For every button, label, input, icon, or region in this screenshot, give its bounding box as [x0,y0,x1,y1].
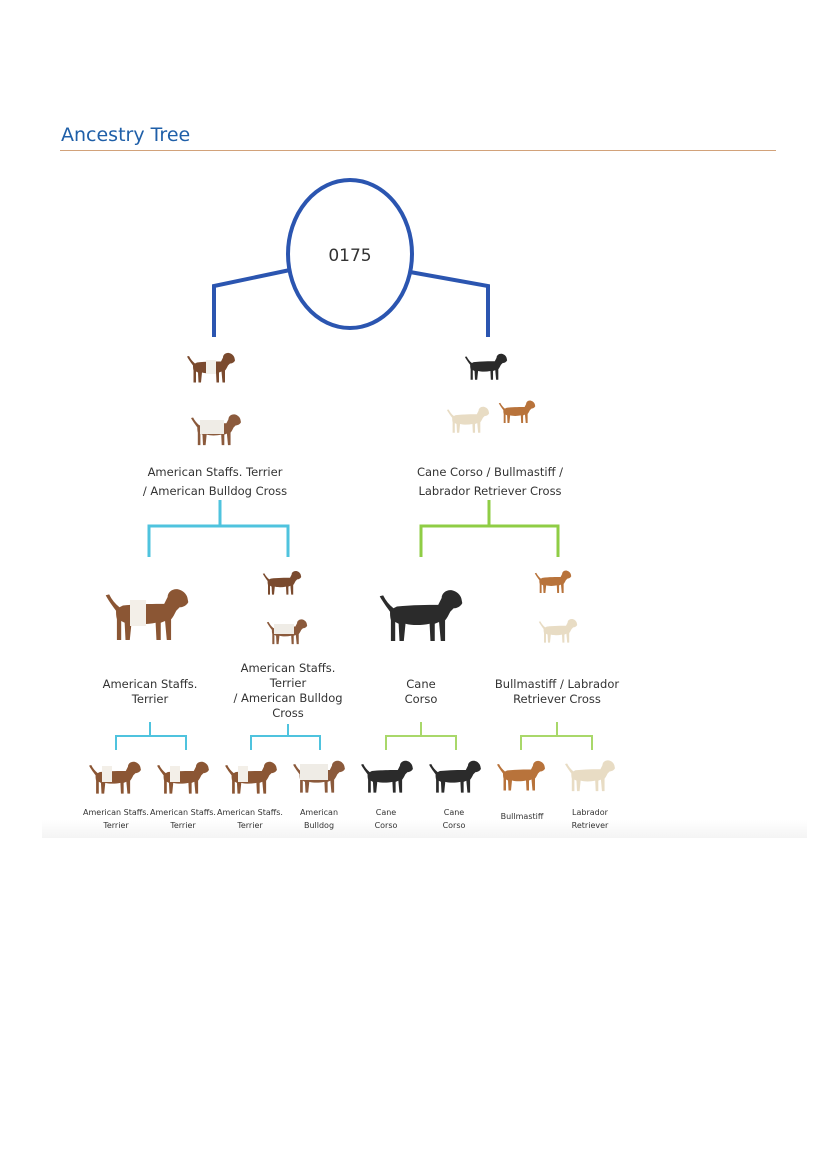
grandparent-label-line: / American Bulldog [233,691,343,705]
parent-label-line: Cane Corso / Bullmastiff / [416,465,564,479]
dog-icon [157,762,209,794]
dog-icon [89,762,141,794]
dog-icon [380,590,463,641]
dog-icon [539,619,577,643]
connector-left [288,736,320,750]
root-node [288,180,412,328]
dog-icon [429,761,481,793]
great-grandparent-node [217,762,283,830]
dog-icon [361,761,413,793]
grandparent-label-line: Cane [406,677,436,691]
grandparent-label-line: Terrier [131,692,169,706]
great-grandparent-node [150,762,216,830]
connector-left [251,724,288,750]
grandparent-label-line: Cross [272,706,304,720]
root-id: 0175 [328,246,372,266]
great-grandparent-node [497,761,545,821]
grandparent-label-line: Corso [404,692,438,706]
great-grandparent-label-line: Cane [375,808,397,817]
connector-left [116,722,150,750]
root-connector-left [214,270,290,337]
grandparent-node [495,571,619,706]
page-title: Ancestry Tree [61,124,191,146]
grandparent-label-line: American Staffs. [102,677,198,691]
connector-left [150,736,186,750]
dog-icon [191,414,241,445]
great-grandparent-label-line: Corso [374,821,398,830]
great-grandparent-label-line: Terrier [237,821,263,830]
grandparent-label-line: American Staffs. [240,661,336,675]
great-grandparent-node [429,761,481,830]
dog-icon [535,571,571,593]
dog-icon [565,760,615,791]
great-grandparent-node [565,760,615,830]
dog-icon [187,353,235,383]
great-grandparent-label-line: Corso [442,821,466,830]
great-grandparent-label-line: Labrador [572,808,608,817]
connector-right [521,722,557,750]
great-grandparent-node [361,761,413,830]
great-grandparent-label-line: American Staffs. [150,808,216,817]
parent-label-line: Labrador Retriever Cross [418,484,562,498]
dog-icon [447,407,489,433]
parent-label-line: American Staffs. Terrier [147,465,283,479]
connector-right [421,500,489,557]
grandparent-node [233,571,342,720]
great-grandparent-label-line: Cane [443,808,465,817]
parent-label-line: / American Bulldog Cross [142,484,288,498]
root-connector-right [410,272,488,337]
dog-icon [263,571,301,595]
connector-right [489,526,558,557]
grandparent-node [380,590,463,706]
great-grandparent-label-line: American Staffs. [83,808,149,817]
parent-node-right [417,354,563,498]
great-grandparent-node [83,762,149,830]
parent-node-left [143,353,287,498]
grandparent-label-line: Bullmastiff / Labrador [494,677,620,691]
dog-icon [497,761,545,791]
connector-left [220,526,288,557]
dog-icon [465,354,507,380]
great-grandparent-label-line: American Staffs. [217,808,283,817]
connector-right [557,736,592,750]
dog-icon [293,761,345,793]
great-grandparent-label-line: Bullmastiff [500,812,544,821]
connector-left [149,500,220,557]
great-grandparent-node [293,761,345,830]
dog-icon [499,401,535,423]
dog-icon [106,589,189,640]
great-grandparent-label-line: American [299,808,339,817]
great-grandparent-label-line: Bulldog [303,821,335,830]
grandparent-label-line: Terrier [269,676,307,690]
great-grandparent-label-line: Terrier [170,821,196,830]
dog-icon [225,762,277,794]
connector-right [421,736,456,750]
grandparent-node [103,589,198,706]
grandparent-label-line: Retriever Cross [513,692,601,706]
great-grandparent-label-line: Retriever [571,821,609,830]
dog-icon [267,619,307,644]
connector-right [386,722,421,750]
great-grandparent-label-line: Terrier [103,821,129,830]
